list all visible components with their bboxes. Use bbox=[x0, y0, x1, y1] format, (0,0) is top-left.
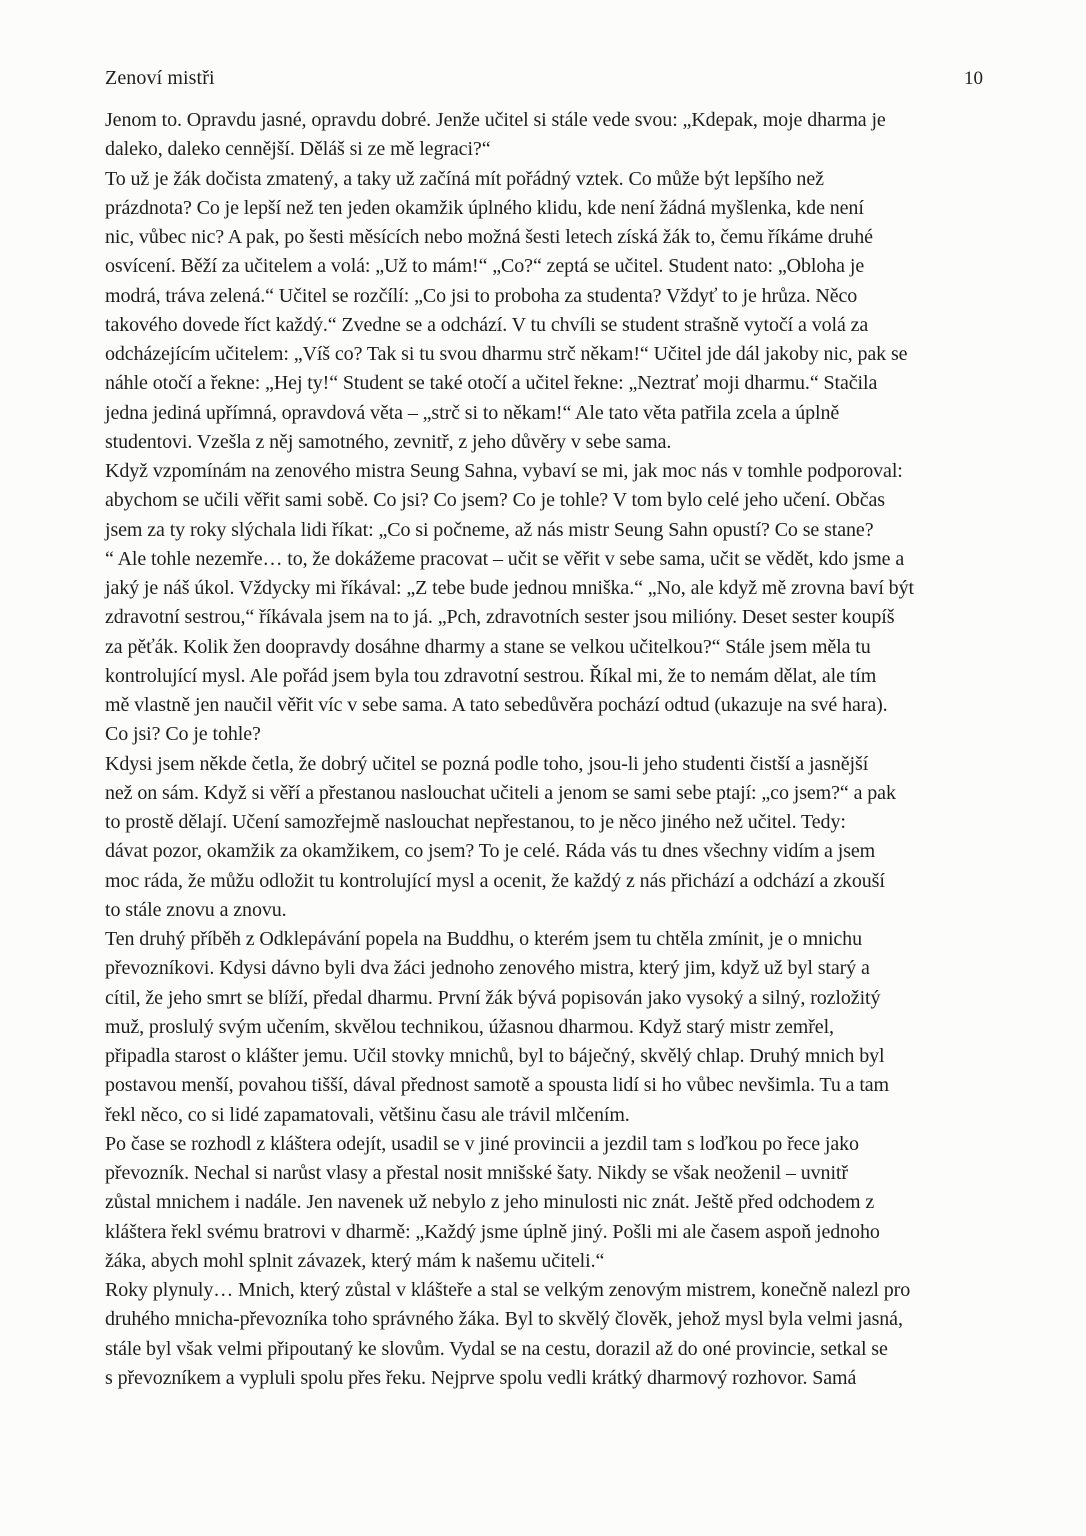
text-line: kláštera řekl svému bratrovi v dharmě: „Každý jsme úplně jiný. Pošli mi ale časem aspoň jednoho bbox=[105, 1220, 880, 1243]
text-line: prázdnota? Co je lepší než ten jeden okamžik úplného klidu, kde není žádná myšlenka, kde není bbox=[105, 196, 864, 219]
text-line: převozník. Nechal si narůst vlasy a přestal nosit mnišské šaty. Nikdy se však neoženil – uvnitř bbox=[105, 1162, 848, 1184]
text-line: zůstal mnichem i nadále. Jen navenek už nebylo z jeho minulosti nic znát. Ještě před odchodem z bbox=[105, 1191, 875, 1214]
text-line: Roky plynuly… Mnich, který zůstal v klášteře a stal se velkým zenovým mistrem, konečně nalezl pro bbox=[105, 1279, 911, 1301]
text-line: Jenom to. Opravdu jasné, opravdu dobré. Jenže učitel si stále vede svou: „Kdepak, moje dharma je bbox=[105, 109, 886, 131]
text-line: “ Ale tohle nezemře… to, že dokážeme pracovat – učit se věřit v sebe sama, učit se vědět, kdo jsme a bbox=[105, 547, 905, 570]
text-line: než on sám. Když si věří a přestanou naslouchat učiteli a jenom se sami sebe ptají: „co jsem?“ a pak bbox=[105, 781, 896, 804]
text-line: to stále znovu a znovu. bbox=[105, 898, 287, 921]
text-line: abychom se učili věřit sami sobě. Co jsi? Co jsem? Co je tohle? V tom bylo celé jeho učení. Občas bbox=[105, 489, 885, 512]
text-line: Ten druhý příběh z Odklepávání popela na Buddhu, o kterém jsem tu chtěla zmínit, je o mnichu bbox=[105, 928, 862, 950]
text-line: dávat pozor, okamžik za okamžikem, co jsem? To je celé. Ráda vás tu dnes všechny vidím a jsem bbox=[105, 840, 876, 863]
text-line: osvícení. Běží za učitelem a volá: „Už to mám!“ „Co?“ zeptá se učitel. Student nato: „Obloha je bbox=[105, 255, 865, 278]
text-line: jsem za ty roky slýchala lidi říkat: „Co si počneme, až nás mistr Seung Sahn opustí? Co se stane? bbox=[105, 518, 874, 541]
text-line: jaký je náš úkol. Vždycky mi říkával: „Z tebe bude jednou mniška.“ „No, ale když mě zrovna baví být bbox=[105, 577, 914, 599]
page-body bbox=[105, 106, 990, 1393]
text-line: studentovi. Vzešla z něj samotného, zevnitř, z jeho důvěry v sebe sama. bbox=[105, 430, 672, 453]
text-line: Když vzpomínám na zenového mistra Seung Sahna, vybaví se mi, jak moc nás v tomhle podporoval: bbox=[105, 460, 903, 482]
text-line: To už je žák dočista zmatený, a taky už začíná mít pořádný vztek. Co může být lepšího než bbox=[105, 167, 824, 190]
text-line: stále byl však velmi připoutaný ke slovům. Vydal se na cestu, dorazil až do oné provincie, setkal se bbox=[105, 1337, 888, 1360]
text-line: připadla starost o klášter jemu. Učil stovky mnichů, byl to báječný, skvělý chlap. Druhý mnich byl bbox=[105, 1045, 885, 1067]
text-line: řekl něco, co si lidé zapamatovali, většinu času ale trávil mlčením. bbox=[105, 1103, 630, 1126]
text-line: náhle otočí a řekne: „Hej ty!“ Student se také otočí a učitel řekne: „Neztrať moji dharmu.“ Stačila bbox=[105, 372, 878, 395]
text-line: zdravotní sestrou,“ říkávala jsem na to já. „Pch, zdravotních sester jsou milióny. Deset sester koupíš bbox=[105, 606, 895, 629]
text-line: to prostě dělají. Učení samozřejmě naslouchat nepřestanou, to je něco jiného než učitel. Tedy: bbox=[105, 811, 846, 833]
text-line: nic, vůbec nic? A pak, po šesti měsících nebo možná šesti letech získá žák to, čemu říkáme druhé bbox=[105, 226, 873, 248]
text-line: odcházejícím učitelem: „Víš co? Tak si tu svou dharmu strč někam!“ Učitel jde dál jakoby nic, pak se bbox=[105, 343, 908, 365]
text-line: za pěťák. Kolik žen doopravdy dosáhne dharmy a stane se velkou učitelkou?“ Stále jsem měla tu bbox=[105, 635, 871, 658]
text-line: druhého mnicha-převozníka toho správného žáka. Byl to skvělý člověk, jehož mysl byla velmi jasná, bbox=[105, 1308, 903, 1331]
text-line: žáka, abych mohl splnit závazek, který mám k našemu učiteli.“ bbox=[105, 1249, 605, 1272]
text-line: moc ráda, že můžu odložit tu kontrolující mysl a ocenit, že každý z nás přichází a odchází a zkouší bbox=[105, 869, 885, 892]
page-number: 10 bbox=[964, 68, 983, 89]
running-header-title: Zenoví mistři bbox=[105, 67, 215, 89]
text-line: Kdysi jsem někde četla, že dobrý učitel se pozná podle toho, jsou-li jeho studenti čistší a jasnější bbox=[105, 752, 869, 775]
text-line: Co jsi? Co je tohle? bbox=[105, 723, 261, 746]
text-line: modrá, tráva zelená.“ Učitel se rozčílí: „Co jsi to proboha za studenta? Vždyť to je hrůza. Něco bbox=[105, 284, 858, 307]
running-header bbox=[105, 64, 983, 93]
text-line: cítil, že jeho smrt se blíží, předal dharmu. První žák bývá popisován jako vysoký a silný, rozložitý bbox=[105, 986, 881, 1009]
text-line: postavou menší, povahou tišší, dával přednost samotě a spousta lidí si ho vůbec nevšimla. Tu a tam bbox=[105, 1074, 890, 1097]
text-line: jedna jediná upřímná, opravdová věta – „strč si to někam!“ Ale tato věta patřila zcela a úplně bbox=[105, 401, 840, 424]
text-line: převozníkovi. Kdysi dávno byli dva žáci jednoho zenového mistra, který jim, když už byl starý a bbox=[105, 957, 870, 980]
text-line: Po čase se rozhodl z kláštera odejít, usadil se v jiné provincii a jezdil tam s loďkou po řece jako bbox=[105, 1132, 859, 1155]
text-line: muž, proslulý svým učením, skvělou technikou, úžasnou dharmou. Když starý mistr zemřel, bbox=[105, 1015, 834, 1038]
text-line: kontrolující mysl. Ale pořád jsem byla tou zdravotní sestrou. Říkal mi, že to nemám dělat, ale tím bbox=[105, 664, 877, 687]
text-line: mě vlastně jen naučil věřit víc v sebe sama. A tato sebedůvěra pochází odtud (ukazuje na své hara). bbox=[105, 694, 888, 716]
text-line: daleko, daleko cennější. Děláš si ze mě legraci?“ bbox=[105, 138, 491, 161]
text-line: takového dovede říct každý.“ Zvedne se a odchází. V tu chvíli se student strašně vytočí a volá za bbox=[105, 313, 869, 336]
text-line: s převozníkem a vypluli spolu přes řeku. Nejprve spolu vedli krátký dharmový rozhovor. Samá bbox=[105, 1366, 857, 1389]
